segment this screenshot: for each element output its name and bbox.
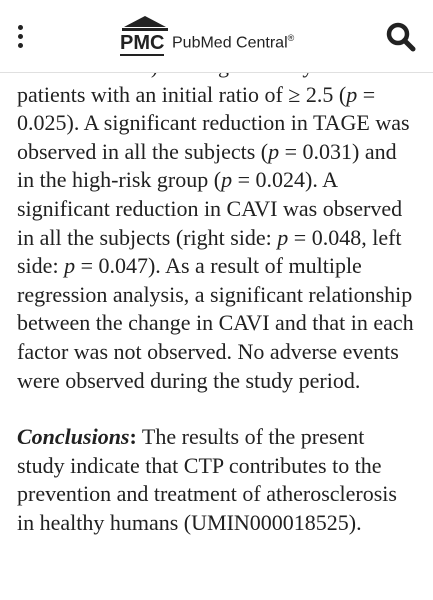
search-icon bbox=[384, 20, 418, 54]
p-value-symbol: p bbox=[268, 138, 280, 164]
kebab-menu-icon-dot bbox=[18, 34, 23, 39]
pmc-logo-mark-icon bbox=[118, 14, 172, 60]
p-value-symbol: p bbox=[277, 224, 289, 250]
results-text: = 0.031) and in the high-risk group ( bbox=[17, 138, 397, 193]
conclusions-label: Conclusions bbox=[17, 424, 130, 450]
results-text: = 0.048, left side: bbox=[17, 224, 402, 279]
kebab-menu-icon bbox=[18, 25, 23, 30]
pmc-logo-link[interactable] bbox=[118, 12, 294, 60]
menu-button[interactable] bbox=[6, 18, 34, 54]
conclusions-text: The results of the present study indicate that CTP contributes to the prevention and treatment of atherosclerosis in healthy humans (UMIN000018525). bbox=[17, 424, 397, 535]
p-value-symbol: p bbox=[346, 81, 358, 107]
results-text: = 0.025). A significant reduction in TAGE was observed in all the subjects ( bbox=[17, 81, 410, 164]
logo-pmc-text: PMC bbox=[120, 32, 165, 54]
results-paragraph bbox=[17, 52, 417, 395]
logo-pubmed-central-text: PubMed Central® bbox=[172, 32, 295, 51]
results-text: patients with an initial ratio of ≥ 2.5 ( bbox=[17, 81, 347, 107]
p-value-symbol: p bbox=[221, 167, 233, 193]
p-value-symbol: p bbox=[64, 253, 76, 279]
kebab-menu-icon-dot bbox=[18, 43, 23, 48]
top-header bbox=[0, 0, 433, 73]
article-body bbox=[17, 52, 417, 566]
search-button[interactable] bbox=[384, 20, 418, 54]
results-text: = 0.024). A significant reduction in CAVI was observed in all the subjects (right side: bbox=[17, 167, 403, 250]
pmc-roof-icon bbox=[118, 14, 172, 34]
results-text: = 0.047). As a result of multiple regression analysis, a significant relationship between the change in CAVI and that in each factor was not observed. No adverse events were observed during the study period. bbox=[17, 253, 414, 393]
conclusions-paragraph bbox=[17, 423, 417, 537]
conclusions-colon: : bbox=[129, 424, 137, 450]
